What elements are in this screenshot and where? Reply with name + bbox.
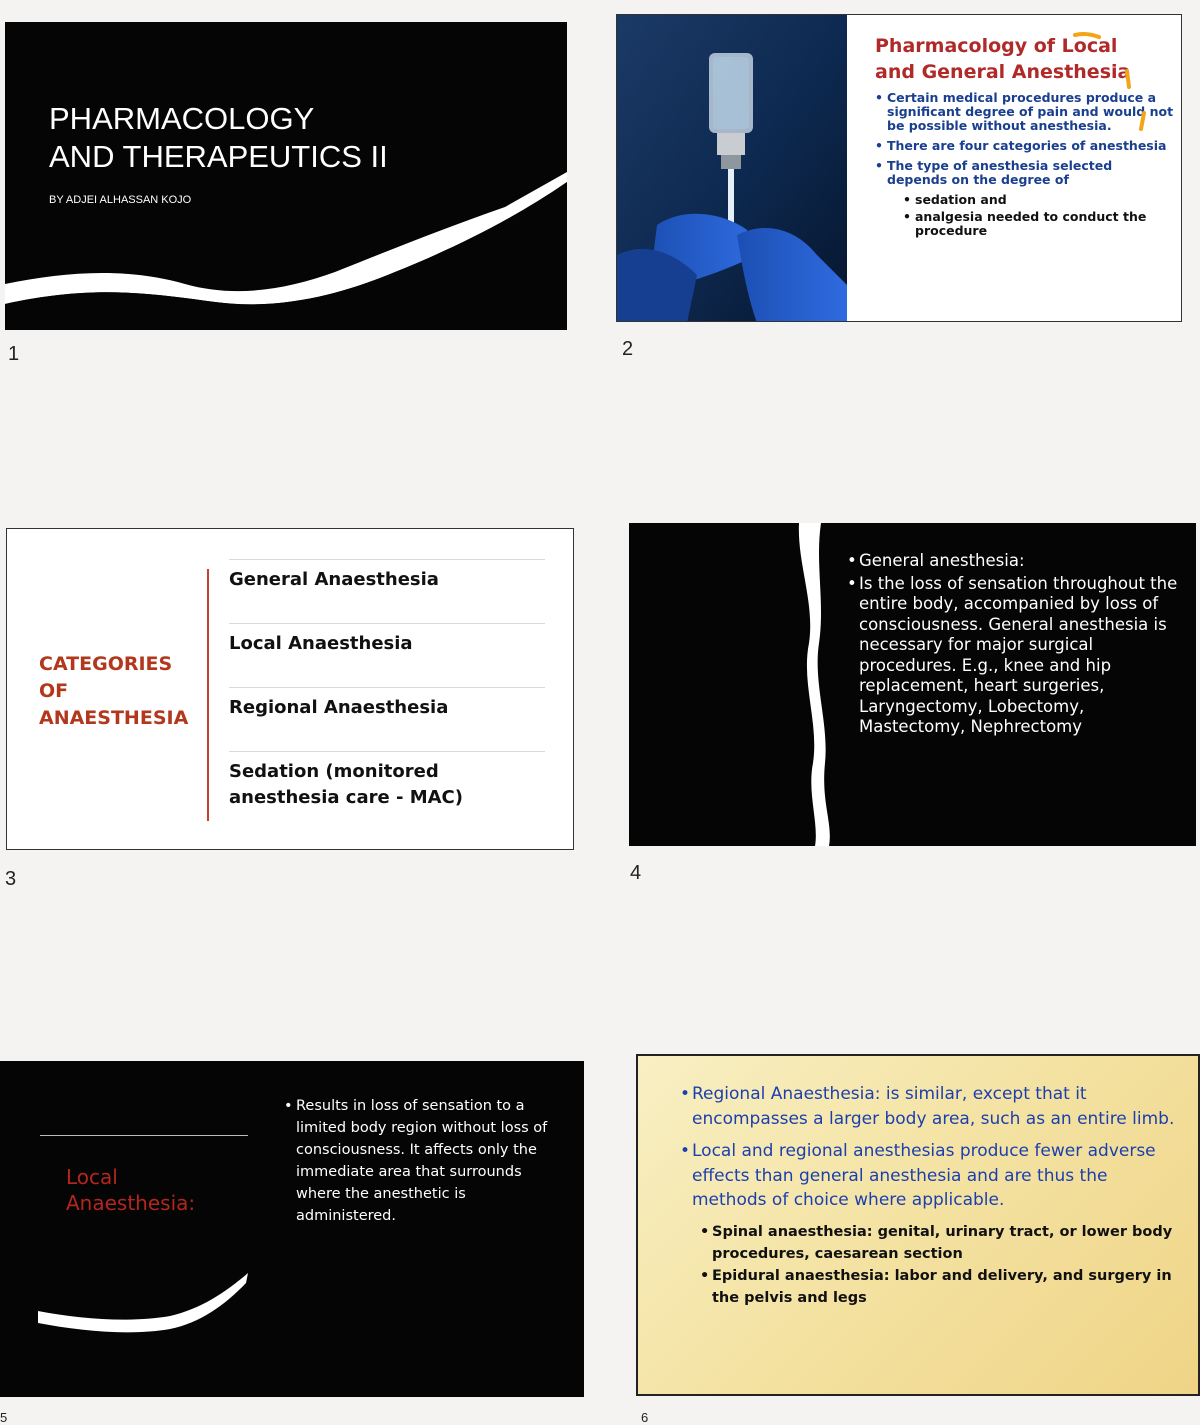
list-item: • Certain medical procedures produce a significant degree of pain and would not be possible without anesthesia. — [875, 91, 1175, 133]
slide-5-bullets — [284, 1095, 552, 1227]
category-item: Sedation (monitored anesthesia care - MAC) — [229, 761, 463, 808]
category-item: Regional Anaesthesia — [229, 697, 449, 718]
list-item: • Epidural anaesthesia: labor and delivery, and surgery in the pelvis and legs — [700, 1265, 1180, 1309]
slide-number-1: 1 — [8, 343, 20, 365]
slide-number-4: 4 — [630, 862, 642, 884]
slide-6-regional-anaesthesia — [636, 1054, 1200, 1396]
slide-2-heading: Pharmacology of Local and General Anesthesia — [875, 35, 1131, 83]
list-item: • The type of anesthesia selected depends on the degree of — [875, 159, 1175, 187]
slide-1-title — [5, 22, 567, 330]
list-item: • sedation and — [903, 193, 1175, 207]
list-item: • Is the loss of sensation throughout the entire body, accompanied by loss of consciousness. General anesthesia is necessary for major surgical procedures. E.g., knee and hip replacement, heart surgeries, Laryngectomy, Lobectomy, Mastectomy, Nephrectomy — [847, 574, 1187, 738]
slide-3-heading: CATEGORIES OF ANAESTHESIA — [39, 653, 189, 729]
highlighter-marks — [617, 15, 1182, 322]
slide-5-local-anaesthesia — [0, 1061, 584, 1397]
divider-line — [229, 559, 545, 560]
list-item: • Local and regional anesthesias produce fewer adverse effects than general anesthesia and are thus the methods of choice where applicable. — [680, 1139, 1180, 1213]
divider-line — [229, 687, 545, 688]
list-item: • Results in loss of sensation to a limited body region without loss of consciousness. It affects only the immediate area that surrounds where the anesthetic is administered. — [284, 1095, 552, 1227]
list-item: • Spinal anaesthesia: genital, urinary tract, or lower body procedures, caesarean section — [700, 1221, 1180, 1265]
list-item: • Regional Anaesthesia: is similar, except that it encompasses a larger body area, such as an entire limb. — [680, 1082, 1180, 1131]
divider-line — [229, 623, 545, 624]
slide-number-2: 2 — [622, 338, 634, 360]
category-item: Local Anaesthesia — [229, 633, 413, 654]
list-item: • There are four categories of anesthesia — [875, 139, 1175, 153]
slide-1-title-text: PHARMACOLOGY AND THERAPEUTICS II — [49, 101, 388, 174]
list-item: • General anesthesia: — [847, 551, 1187, 572]
category-item: General Anaesthesia — [229, 569, 439, 590]
divider-line — [207, 569, 209, 821]
torn-paper-graphic — [5, 22, 567, 330]
list-item: • analgesia needed to conduct the procedure — [903, 210, 1175, 238]
slide-number-6: 6 — [641, 1410, 649, 1425]
slide-3-categories — [6, 528, 574, 850]
slide-2-pharmacology — [616, 14, 1182, 322]
slide-1-byline: BY ADJEI ALHASSAN KOJO — [49, 194, 192, 206]
slide-4-general-anesthesia — [629, 523, 1196, 846]
slide-number-3: 3 — [5, 868, 17, 890]
divider-line — [229, 751, 545, 752]
slide-number-5: 5 — [0, 1410, 8, 1425]
slide-6-bullets — [680, 1082, 1180, 1309]
slide-5-label: Local Anaesthesia: — [66, 1165, 196, 1215]
slide-4-bullets — [847, 551, 1187, 740]
